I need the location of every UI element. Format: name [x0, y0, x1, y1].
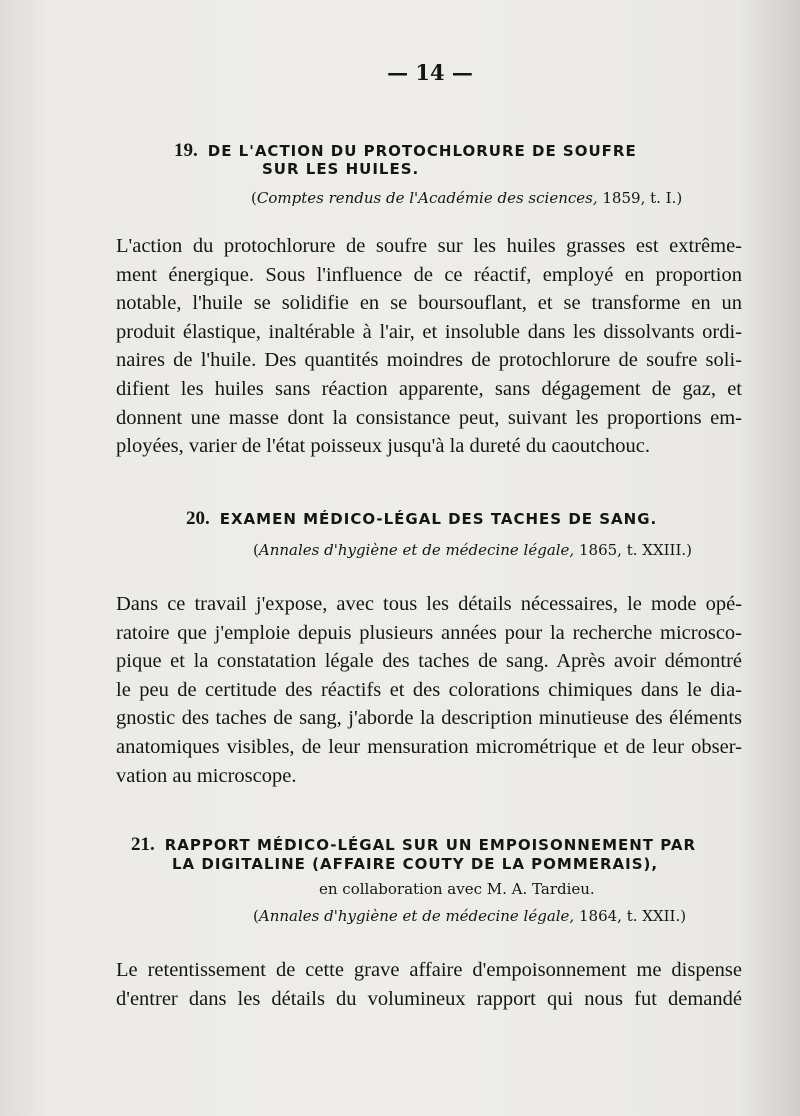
- body-line: vation au microscope.: [116, 764, 297, 787]
- section-20-source: (Annales d'hygiène et de médecine légale, 1865, t. XXIII.): [253, 541, 693, 559]
- body-line: gnostic des taches de sang, j'aborde la description minutieuse des éléments: [116, 707, 742, 730]
- body-line: le peu de certitude des réactifs et des colorations chimiques dans le dia-: [116, 678, 742, 701]
- page-number: — 14 —: [387, 60, 473, 85]
- body-line: L'action du protochlorure de soufre sur les huiles grasses est extrême-: [116, 235, 742, 257]
- body-line: d'entrer dans les détails du volumineux rapport qui nous fut demandé: [116, 987, 742, 1010]
- section-title-line: SUR LES HUILES.: [262, 160, 420, 178]
- source-journal: Annales d'hygiène et de médecine légale,: [258, 907, 575, 925]
- section-21-body: [116, 956, 742, 1013]
- section-21-heading-line-2: [172, 855, 658, 873]
- section-19-source: (Comptes rendus de l'Académie des sciences, 1859, t. I.): [251, 189, 683, 207]
- section-title-line: LA DIGITALINE (AFFAIRE COUTY DE LA POMMERAIS),: [172, 855, 659, 873]
- section-21-collaboration: en collaboration avec M. A. Tardieu.: [319, 880, 595, 898]
- body-line: difient les huiles sans réaction apparente, sans dégagement de gaz, et: [116, 377, 742, 400]
- body-line: produit élastique, inaltérable à l'air, et insoluble dans les dissolvants ordi-: [116, 320, 742, 343]
- source-ref: 1864, t. XXII.): [574, 907, 687, 925]
- body-line: pique et la constatation légale des taches de sang. Après avoir démontré: [116, 650, 742, 673]
- body-line: notable, l'huile se solidifie en se boursouflant, et se transforme en un: [116, 292, 742, 315]
- body-line: Le retentissement de cette grave affaire d'empoisonnement me dispense: [116, 959, 742, 981]
- section-title-line: DE L'ACTION DU PROTOCHLORURE DE SOUFRE: [207, 142, 637, 160]
- body-line: naires de l'huile. Des quantités moindres de protochlorure de soufre soli-: [116, 349, 742, 372]
- section-title-line: RAPPORT MÉDICO-LÉGAL SUR UN EMPOISONNEMENT PAR: [164, 836, 697, 854]
- section-21-source: (Annales d'hygiène et de médecine légale, 1864, t. XXII.): [253, 907, 687, 925]
- source-ref: 1859, t. I.): [597, 189, 683, 207]
- section-19-heading-line-2: [262, 160, 419, 178]
- source-ref: 1865, t. XXIII.): [574, 541, 693, 559]
- source-journal: Comptes rendus de l'Académie des sciences,: [256, 189, 598, 207]
- section-19-heading: [174, 140, 637, 162]
- section-number: 19.: [174, 140, 198, 161]
- section-20-body: [116, 590, 742, 790]
- section-title-line: EXAMEN MÉDICO-LÉGAL DES TACHES DE SANG.: [219, 510, 658, 528]
- section-number: 20.: [186, 508, 210, 529]
- section-20-heading: [186, 508, 657, 530]
- body-line: donnent une masse dont la consistance peut, suivant les proportions em-: [116, 406, 742, 429]
- body-line: ployées, varier de l'état poisseux jusqu'à la dureté du caoutchouc.: [116, 435, 650, 458]
- body-line: Dans ce travail j'expose, avec tous les détails nécessaires, le mode opé-: [116, 593, 742, 615]
- body-line: anatomiques visibles, de leur mensuration micrométrique et de leur obser-: [116, 735, 742, 758]
- body-line: ment énergique. Sous l'influence de ce réactif, employé en proportion: [116, 263, 742, 286]
- section-19-body: [116, 232, 742, 461]
- body-line: ratoire que j'emploie depuis plusieurs années pour la recherche microsco-: [116, 621, 742, 644]
- section-number: 21.: [131, 834, 155, 855]
- source-journal: Annales d'hygiène et de médecine légale,: [258, 541, 575, 559]
- section-21-heading: [131, 834, 696, 856]
